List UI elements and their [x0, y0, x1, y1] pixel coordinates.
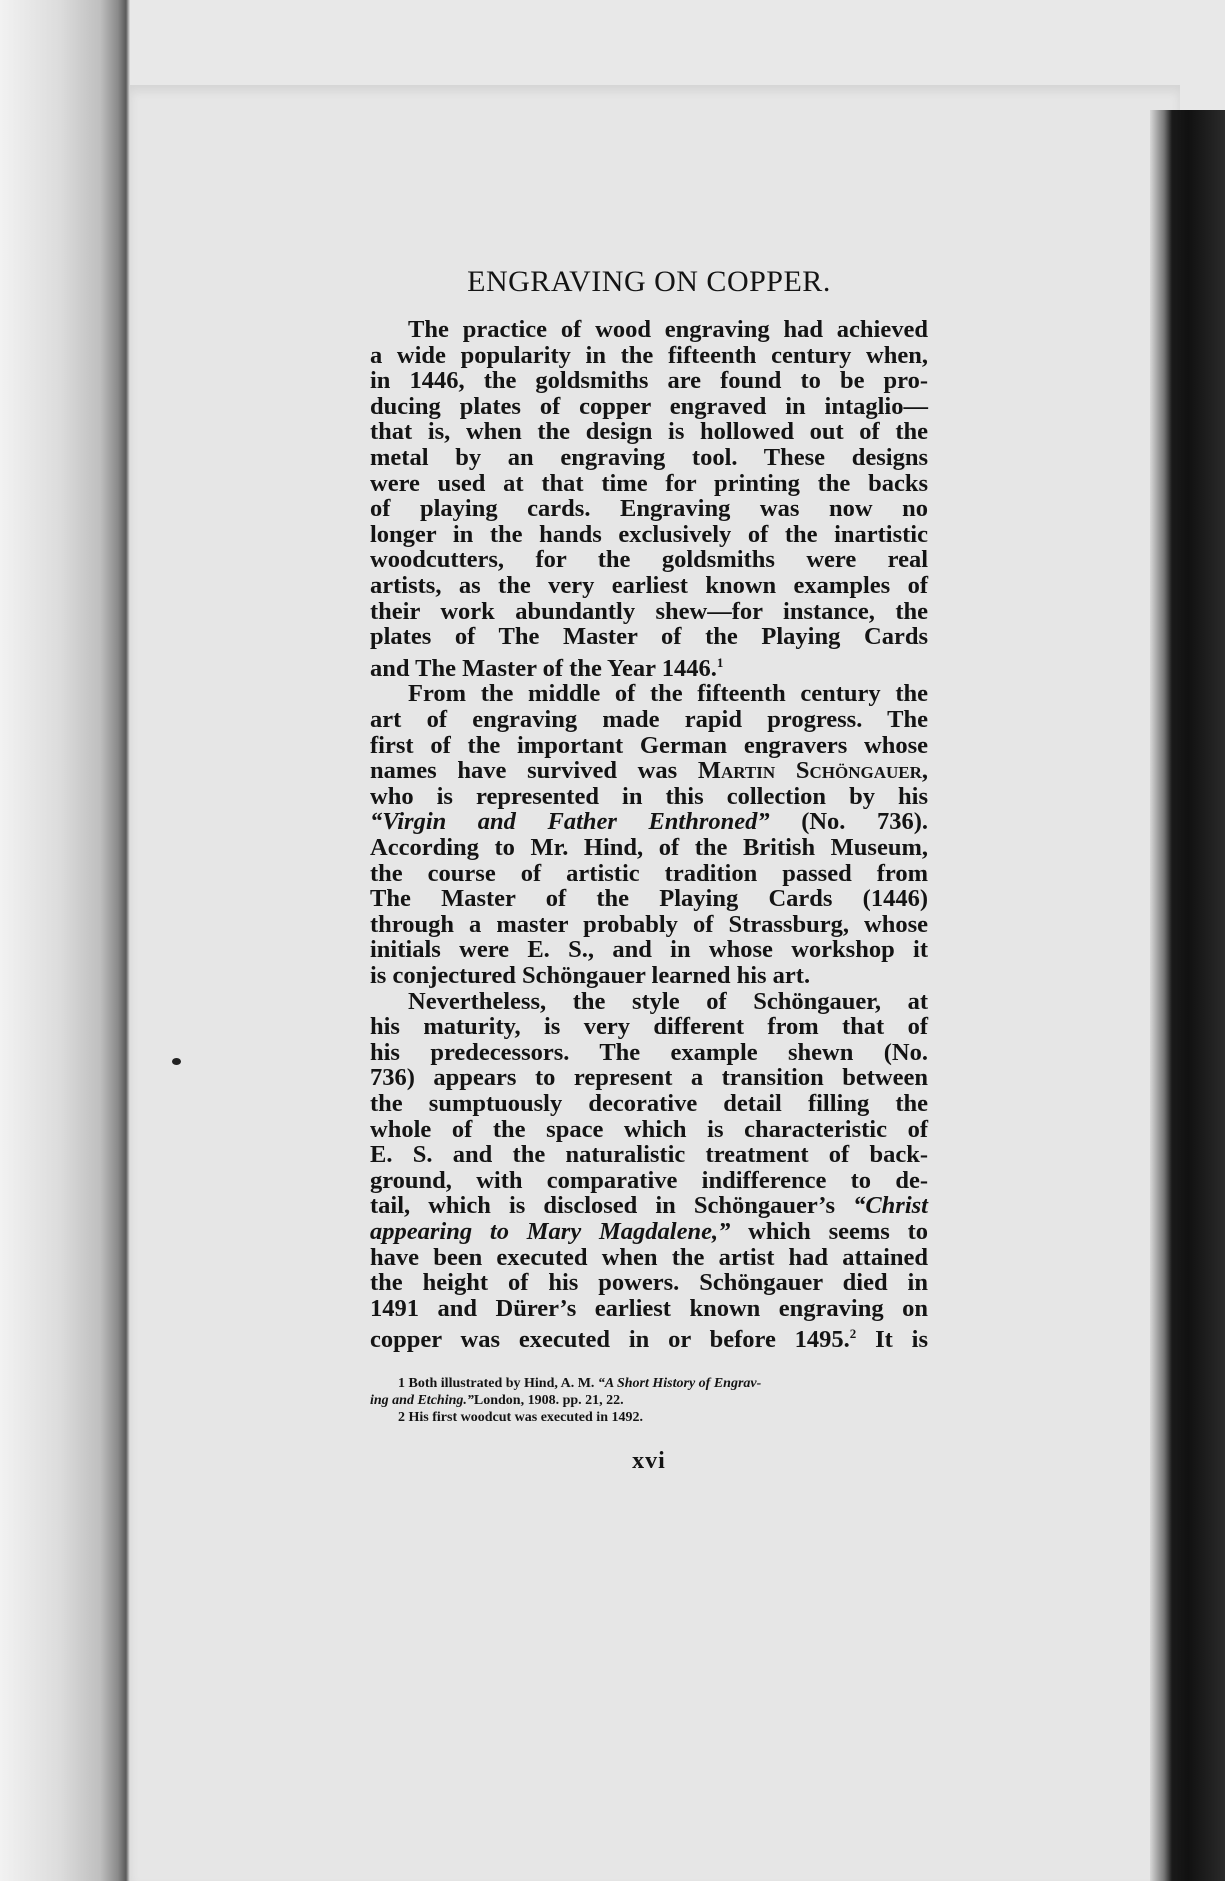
- text-line: [370, 650, 928, 682]
- text-line: 1491 and Dürer’s earliest known engraving on: [370, 1294, 928, 1322]
- footnote-text: London, 1908. pp. 21, 22.: [473, 1393, 624, 1409]
- artist-name: Martin Schöngauer,: [697, 757, 928, 785]
- paragraph-1: [370, 317, 928, 681]
- text-line: the course of artistic tradition passed from: [370, 859, 928, 887]
- text-line: woodcutters, for the goldsmiths were real: [370, 546, 928, 574]
- text-line: ducing plates of copper engraved in intaglio—: [370, 392, 928, 420]
- footnote-1-cont: [370, 1392, 928, 1409]
- footnote-2: [370, 1409, 928, 1426]
- text-line: their work abundantly shew—for instance, the: [370, 597, 928, 625]
- text-line: his predecessors. The example shewn (No.: [370, 1038, 928, 1066]
- text-line: The Master of the Playing Cards (1446): [370, 885, 928, 913]
- text-line: [370, 809, 928, 835]
- text-line: Nevertheless, the style of Schöngauer, at: [408, 987, 928, 1015]
- text-line: [370, 1219, 928, 1245]
- text-span: which seems to: [748, 1217, 929, 1245]
- text-line: ground, with comparative indifference to de-: [370, 1166, 928, 1194]
- footnote-mark: 1: [398, 1376, 405, 1392]
- artwork-title: “Virgin and Father Enthroned”: [370, 808, 770, 836]
- text-line: through a master probably of Strassburg, whose: [370, 910, 928, 938]
- footnote-mark: 2: [398, 1410, 405, 1426]
- text-line: metal by an engraving tool. These designs: [370, 443, 928, 471]
- footnote-ref: 2: [849, 1326, 857, 1342]
- text-line: have been executed when the artist had attained: [370, 1243, 928, 1271]
- text-line: E. S. and the naturalistic treatment of back-: [370, 1141, 928, 1169]
- text-line: who is represented in this collection by his: [370, 782, 928, 810]
- text-line: first of the important German engravers whose: [370, 731, 928, 759]
- ink-speck: [172, 1058, 181, 1065]
- text-line: the sumptuously decorative detail filling the: [370, 1089, 928, 1117]
- text-line: initials were E. S., and in whose workshop it: [370, 936, 928, 964]
- book-edge-right: [1150, 110, 1225, 1881]
- text-line: plates of The Master of the Playing Cards: [370, 623, 928, 651]
- artwork-title: “Christ: [853, 1192, 928, 1220]
- text-line: [370, 1321, 928, 1353]
- footnote-text: His first woodcut was executed in 1492.: [408, 1410, 643, 1426]
- text-line: a wide popularity in the fifteenth century when,: [370, 341, 928, 369]
- text-span: and The Master of the Year 1446.: [370, 654, 717, 682]
- text-span: (No. 736).: [801, 808, 928, 836]
- page-content: [370, 265, 928, 1475]
- paragraph-3: [370, 989, 928, 1353]
- text-line: were used at that time for printing the backs: [370, 469, 928, 497]
- text-line: The practice of wood engraving had achieved: [408, 316, 928, 343]
- paragraph-2: [370, 681, 928, 988]
- text-line: in 1446, the goldsmiths are found to be pro-: [370, 367, 928, 395]
- page-number: xvi: [632, 1448, 666, 1475]
- footnote-ref: 1: [716, 654, 724, 670]
- text-line: that is, when the design is hollowed out of the: [370, 418, 928, 446]
- footnote-citation: “A Short History of Engrav-: [597, 1376, 762, 1392]
- page-title: ENGRAVING ON COPPER.: [467, 265, 831, 298]
- text-line: longer in the hands exclusively of the inartistic: [370, 520, 928, 548]
- text-line: art of engraving made rapid progress. The: [370, 706, 928, 734]
- footnote-text: Both illustrated by Hind, A. M.: [408, 1376, 595, 1392]
- text-line: 736) appears to represent a transition between: [370, 1064, 928, 1092]
- text-line: artists, as the very earliest known examples of: [370, 571, 928, 599]
- text-line: From the middle of the fifteenth century the: [408, 680, 928, 708]
- text-span: tail, which is disclosed in Schöngauer’s: [370, 1192, 835, 1220]
- footnotes: [370, 1375, 928, 1426]
- text-line: is conjectured Schöngauer learned his art.: [370, 962, 811, 989]
- text-span: It is: [875, 1326, 928, 1354]
- text-line: [370, 1193, 928, 1219]
- artwork-title: appearing to Mary Magdalene,”: [370, 1217, 731, 1245]
- text-span: names have survived was: [370, 757, 678, 785]
- text-line: According to Mr. Hind, of the British Museum,: [370, 834, 928, 862]
- footnote-citation: ing and Etching.”: [370, 1393, 474, 1409]
- footnote-1: [370, 1375, 928, 1392]
- text-line: [370, 758, 928, 784]
- text-line: his maturity, is very different from that of: [370, 1013, 928, 1041]
- text-line: of playing cards. Engraving was now no: [370, 495, 928, 523]
- text-span: copper was executed in or before 1495.: [370, 1326, 850, 1354]
- book-gutter-left: [0, 0, 130, 1881]
- text-line: the height of his powers. Schöngauer died in: [370, 1269, 928, 1297]
- text-line: whole of the space which is characteristic of: [370, 1115, 928, 1143]
